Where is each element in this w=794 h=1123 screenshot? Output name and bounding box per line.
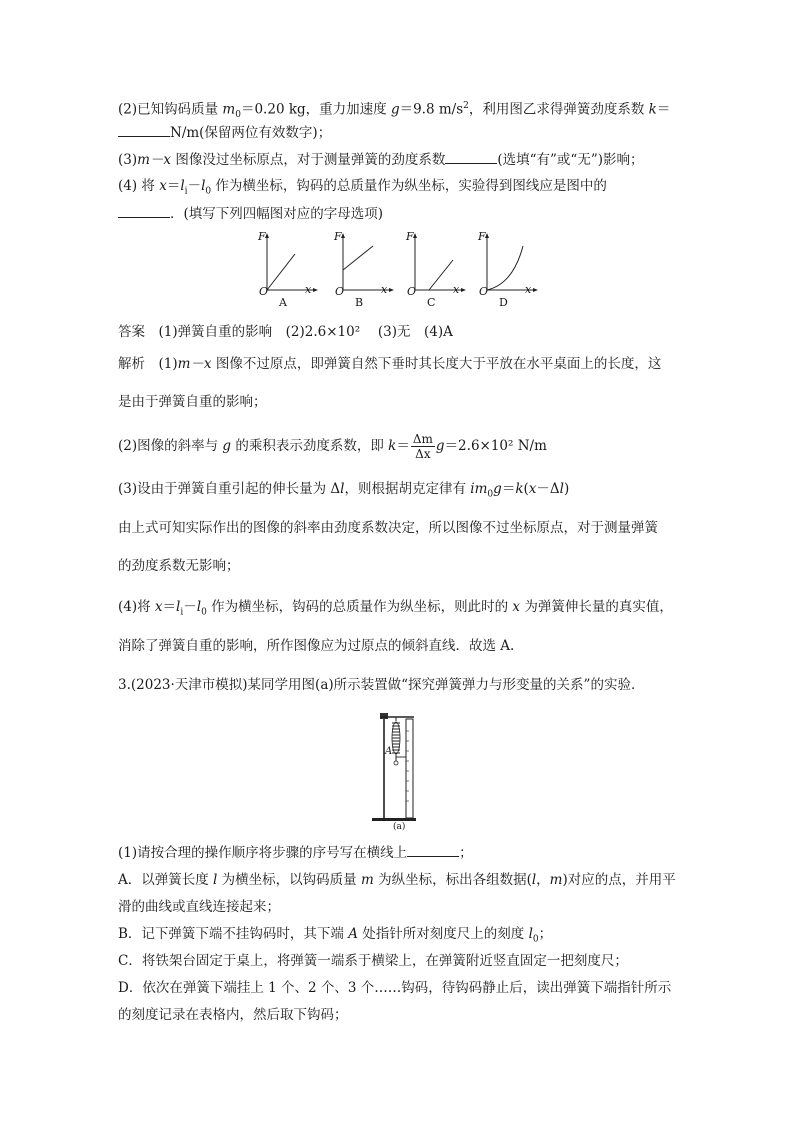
answer-blank [407, 842, 459, 857]
graph-a [255, 228, 325, 310]
origin-label: O [335, 285, 345, 298]
fraction: $\frac{\Delta m}{\Delta x}$ [412, 432, 433, 461]
q2-line-4: (4) 将 $x=l_i-l_0$ 作为横坐标，钩码的总质量作为纵坐标，实验得到图线应是图中的 [118, 178, 607, 197]
origin-label: O [479, 285, 489, 298]
graph-name: B [355, 296, 364, 309]
pointer-label-a: A [385, 746, 393, 757]
q2-line-1: (2)已知钩码质量 $m_0=0.20$ kg，重力加速度 g＝9.8 $m/s^2$，利用图乙求得弹簧劲度系数 k＝ [118, 101, 671, 121]
spring-apparatus-figure [370, 711, 426, 836]
analysis-label: 解析 [118, 356, 145, 372]
axis-label-f: F [478, 230, 486, 243]
axis-label-f: F [334, 230, 342, 243]
apparatus-drawing [370, 711, 426, 836]
graph-name: D [499, 296, 508, 309]
q2-line-5: ．(填写下列四幅图对应的字母选项) [118, 203, 383, 224]
axis-label-x: x [525, 283, 532, 296]
option-graphs [255, 228, 545, 310]
graph-name: C [427, 296, 436, 309]
answer-blank [118, 122, 170, 137]
origin-label: O [259, 285, 269, 298]
figure-label: (a) [393, 822, 406, 832]
analysis-line-5: 由上式可知实际作出的图像的斜率由劲度系数决定，所以图像不过坐标原点，对于测量弹簧 [118, 520, 658, 536]
origin-label: O [407, 285, 417, 298]
analysis-line-8: 消除了弹簧自重的影响，所作图像应为过原点的倾斜直线．故选 A. [118, 638, 515, 654]
axis-label-x: x [453, 283, 460, 296]
q2-line-2: N/m(保留两位有效数字)； [118, 122, 331, 143]
axis-label-x: x [381, 283, 388, 296]
analysis-line-3: (2)图像的斜率与 g 的乘积表示劲度系数，即 k＝ $\frac{\Delta m}{\Delta x}$ g＝2.6×10² N/m [118, 432, 547, 461]
q3-option-b: B．记下弹簧下端不挂钩码时，其下端 A 处指针所对刻度尺上的刻度 $l_0$； [118, 926, 553, 945]
axis-label-x: x [305, 283, 312, 296]
q3-option-c: C．将铁架台固定于桌上，将弹簧一端系于横梁上，在弹簧附近竖直固定一把刻度尺； [118, 953, 628, 969]
analysis-line-1: 解析 (1)m－x 图像不过原点，即弹簧自然下垂时其长度大于平放在水平桌面上的长度，这 [118, 356, 662, 372]
q2-line-3: (3)m－x 图像没过坐标原点，对于测量弹簧的劲度系数 (选填“有”或“无”)影响； [118, 149, 643, 170]
analysis-line-4: (3)设由于弹簧自重引起的伸长量为 Δl，则根据胡克定律有 $im_0g=k(x-\Delta l)$ [118, 481, 570, 500]
q3-title: 3.(2023·天津市模拟)某同学用图(a)所示装置做“探究弹簧弹力与形变量的关系”的实验． [118, 677, 645, 693]
answer-text: (1)弹簧自重的影响 (2)2.6×10² (3)无 (4)A [158, 324, 453, 340]
q3-option-d-line-2: 的刻度记录在表格内，然后取下钩码； [118, 1007, 348, 1023]
q3-option-a-line-1: A．以弹簧长度 l 为横坐标，以钩码质量 m 为纵坐标，标出各组数据(l，m)对应的点，并用平 [118, 872, 676, 888]
graph-b [331, 228, 401, 310]
answer-label: 答案 [118, 324, 145, 340]
answer-blank [445, 149, 497, 164]
axis-label-f: F [406, 230, 414, 243]
graph-c [403, 228, 473, 310]
graph-name: A [279, 296, 287, 309]
graph-d [475, 228, 545, 310]
q3-option-a-line-2: 滑的曲线或直线连接起来； [118, 899, 280, 915]
q3-step-1: (1)请按合理的操作顺序将步骤的序号写在横线上 ； [118, 842, 473, 863]
analysis-line-2: 是由于弹簧自重的影响； [118, 394, 267, 410]
analysis-line-7: (4)将 $x=l_i-l_0$ 作为横坐标，钩码的总质量作为纵坐标，则此时的 x 为弹簧伸长量的真实值， [118, 599, 673, 618]
q3-option-d-line-1: D．依次在弹簧下端挂上 1 个、2 个、3 个……钩码，待钩码静止后，读出弹簧下端指针所示 [118, 980, 672, 996]
analysis-line-6: 的劲度系数无影响； [118, 558, 240, 574]
answer-blank [118, 203, 170, 218]
axis-label-f: F [258, 230, 266, 243]
answer-line [118, 322, 453, 342]
